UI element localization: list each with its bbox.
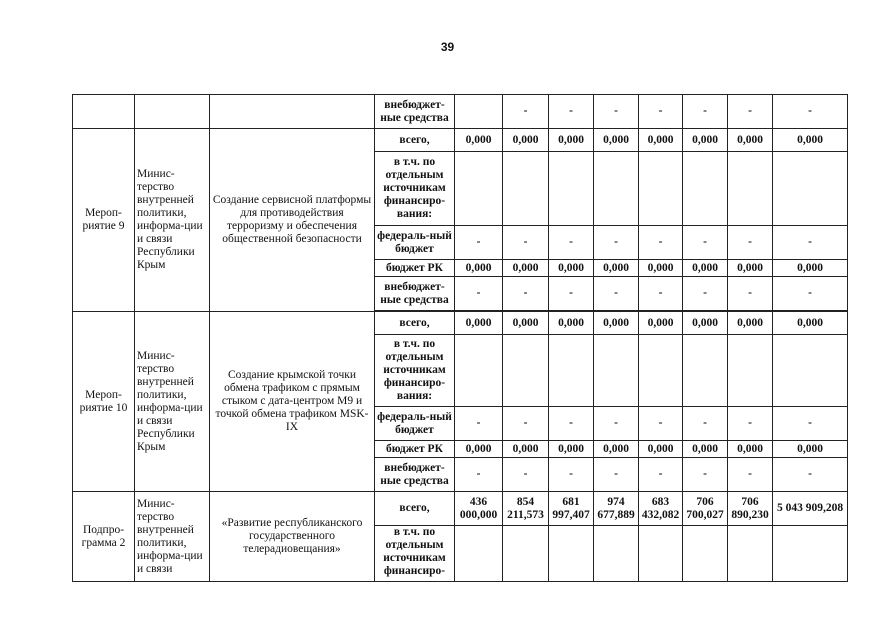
source-label: всего, <box>375 492 455 526</box>
value-cell: 0,000 <box>639 260 683 277</box>
value-cell: 0,000 <box>455 441 503 458</box>
value-cell: 681 997,407 <box>549 492 594 526</box>
value-cell: - <box>728 277 773 311</box>
value-cell: 0,000 <box>594 129 639 152</box>
value-cell: - <box>503 407 549 441</box>
value-cell: - <box>455 458 503 492</box>
value-cell: 0,000 <box>683 441 728 458</box>
value-cell: 0,000 <box>639 129 683 152</box>
value-cell: - <box>549 407 594 441</box>
table-row <box>73 312 848 335</box>
value-cell: 0,000 <box>549 260 594 277</box>
value-cell: - <box>549 458 594 492</box>
value-cell: 0,000 <box>639 312 683 335</box>
value-cell: 0,000 <box>683 260 728 277</box>
value-cell: 0,000 <box>503 312 549 335</box>
item-label: Мероп-риятие 10 <box>73 312 135 492</box>
value-cell: - <box>728 407 773 441</box>
table-row <box>73 129 848 152</box>
value-cell: - <box>549 277 594 311</box>
value-cell: - <box>728 226 773 260</box>
table-row <box>73 492 848 526</box>
value-cell: - <box>683 226 728 260</box>
value-cell: 0,000 <box>549 441 594 458</box>
source-label: внебюджет-ные средства <box>375 95 455 129</box>
source-label: в т.ч. по отдельным источникам финансиро-вания: <box>375 335 455 407</box>
value-cell: 0,000 <box>773 260 848 277</box>
value-cell: - <box>773 226 848 260</box>
source-label: в т.ч. по отдельным источникам финансиро- <box>375 526 455 582</box>
value-cell: 0,000 <box>455 312 503 335</box>
item-label: Подпро-грамма 2 <box>73 492 135 582</box>
value-cell: 0,000 <box>639 441 683 458</box>
value-cell: 0,000 <box>773 312 848 335</box>
value-cell: - <box>503 226 549 260</box>
value-cell: - <box>455 277 503 311</box>
value-cell: 0,000 <box>594 441 639 458</box>
value-cell: - <box>773 277 848 311</box>
value-cell: 0,000 <box>683 129 728 152</box>
source-label: в т.ч. по отдельным источникам финансиро-вания: <box>375 152 455 226</box>
value-cell: - <box>773 458 848 492</box>
value-cell: 0,000 <box>728 129 773 152</box>
source-label: внебюджет-ные средства <box>375 458 455 492</box>
executor-label: Минис-терство внутренней политики, информа-ции и связи Республики Крым <box>135 129 210 312</box>
executor-label: Минис-терство внутренней политики, информа-ции и связи Республики Крым <box>135 312 210 492</box>
value-cell: - <box>503 458 549 492</box>
value-cell: - <box>728 458 773 492</box>
source-label: бюджет РК <box>375 441 455 458</box>
source-label: федераль-ный бюджет <box>375 407 455 441</box>
value-cell: 706 700,027 <box>683 492 728 526</box>
value-cell: 0,000 <box>503 441 549 458</box>
value-cell: 0,000 <box>728 312 773 335</box>
value-cell: - <box>639 277 683 311</box>
financing-table <box>72 94 848 582</box>
source-label: внебюджет-ные средства <box>375 277 455 311</box>
value-cell: - <box>455 407 503 441</box>
value-cell: 0,000 <box>773 129 848 152</box>
value-cell: 854 211,573 <box>503 492 549 526</box>
value-cell: 683 432,082 <box>639 492 683 526</box>
value-cell: - <box>683 458 728 492</box>
executor-label: Минис-терство внутренней политики, информа-ции и связи <box>135 492 210 582</box>
value-cell: - <box>594 458 639 492</box>
value-cell: - <box>728 95 773 129</box>
activity-name: Создание сервисной платформы для противодействия терроризму и обеспечения общественной безопасности <box>210 129 375 312</box>
value-cell: - <box>773 95 848 129</box>
value-cell: - <box>683 407 728 441</box>
source-label: всего, <box>375 312 455 335</box>
value-cell: - <box>773 407 848 441</box>
value-cell: 0,000 <box>728 441 773 458</box>
value-cell: - <box>549 95 594 129</box>
value-cell: - <box>594 277 639 311</box>
page-number: 39 <box>440 40 455 54</box>
value-cell: 0,000 <box>773 441 848 458</box>
value-cell: - <box>594 226 639 260</box>
value-cell: 436 000,000 <box>455 492 503 526</box>
value-cell: - <box>683 277 728 311</box>
empty-cell <box>73 95 135 129</box>
value-cell: 5 043 909,208 <box>773 492 848 526</box>
value-cell: - <box>594 95 639 129</box>
activity-name: «Развитие республиканского государственного телерадиовещания» <box>210 492 375 582</box>
value-cell: 0,000 <box>594 312 639 335</box>
value-cell: - <box>549 226 594 260</box>
value-cell: 0,000 <box>503 129 549 152</box>
value-cell: - <box>683 95 728 129</box>
value-cell: 0,000 <box>549 312 594 335</box>
source-label: федераль-ный бюджет <box>375 226 455 260</box>
value-cell: 0,000 <box>455 260 503 277</box>
value-cell: 0,000 <box>549 129 594 152</box>
source-label: всего, <box>375 129 455 152</box>
empty-cell <box>210 95 375 129</box>
item-label: Мероп-риятие 9 <box>73 129 135 312</box>
value-cell: - <box>594 407 639 441</box>
source-label: бюджет РК <box>375 260 455 277</box>
value-cell: - <box>639 407 683 441</box>
value-cell: 974 677,889 <box>594 492 639 526</box>
value-cell: - <box>503 95 549 129</box>
value-cell <box>455 95 503 129</box>
value-cell: 706 890,230 <box>728 492 773 526</box>
table-row <box>73 95 848 129</box>
value-cell: - <box>639 95 683 129</box>
value-cell: 0,000 <box>455 129 503 152</box>
value-cell: 0,000 <box>594 260 639 277</box>
value-cell: - <box>455 226 503 260</box>
value-cell: - <box>639 458 683 492</box>
value-cell: 0,000 <box>728 260 773 277</box>
value-cell: 0,000 <box>503 260 549 277</box>
empty-cell <box>135 95 210 129</box>
value-cell: - <box>639 226 683 260</box>
value-cell: 0,000 <box>683 312 728 335</box>
activity-name: Создание крымской точки обмена трафиком с прямым стыком с дата-центром M9 и точкой обмена трафиком MSK-IX <box>210 312 375 492</box>
value-cell: - <box>503 277 549 311</box>
